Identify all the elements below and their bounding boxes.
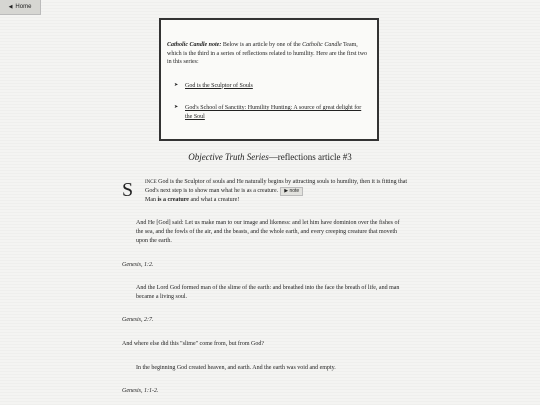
note-prefix: Catholic Candle note: xyxy=(167,42,222,48)
lead-text: God is the Sculptor of souls and He naturally begins by attracting souls to humility, then it is fitting that God's next step is to show man what he is as a creature. xyxy=(145,179,408,194)
scripture-quote-1: And He [God] said: Let us make man to our image and likeness: and let him have dominion over the fishes of the sea, and the fowls of the air, and the beasts, and the whole earth, and every creeping creature that moveth upon the earth. xyxy=(136,220,400,244)
arrow-bullet-icon: ➤ xyxy=(174,105,179,110)
triangle-left-icon: ◀ xyxy=(8,4,13,10)
question-paragraph: And where else did this "slime" come from, but from God? xyxy=(122,341,265,347)
series-link-2[interactable]: God's School of Sanctity: Humility Hunting: A source of great delight for the Soul xyxy=(185,105,362,120)
note-text: Below is an article by one of the xyxy=(221,42,303,48)
scripture-reference-3: Genesis, 1:1-2. xyxy=(122,388,159,394)
editor-note-box xyxy=(159,18,379,141)
drop-cap: S xyxy=(122,179,134,201)
scripture-reference-1: Genesis, 1:2. xyxy=(122,262,154,268)
list-item xyxy=(167,82,370,91)
scripture-quote-2: And the Lord God formed man of the slime of the earth: and breathed into the face the breath of life, and man became a living soul. xyxy=(136,285,400,300)
publication-name: Catholic Candle xyxy=(302,42,342,48)
note-text-2: Team, which is the third in a series of reflections related to humility. Here are the first two in this series: xyxy=(167,42,368,65)
series-link-list xyxy=(167,82,370,122)
home-button[interactable] xyxy=(0,0,41,15)
lead-smallcaps: INCE xyxy=(145,180,157,185)
lead-bold: is a creature xyxy=(157,197,189,203)
arrow-bullet-icon: ➤ xyxy=(174,82,179,88)
series-title-rest: —reflections article #3 xyxy=(268,152,352,162)
scripture-reference-2: Genesis, 2:7. xyxy=(122,317,154,323)
lead-text-2: Man xyxy=(145,197,158,203)
lead-text-3: and what a creature! xyxy=(188,197,240,203)
note-toggle-button[interactable]: ▶ note xyxy=(280,187,303,196)
series-link-1[interactable]: God is the Sculptor of Souls xyxy=(185,82,253,89)
series-title-italic: Objective Truth Series xyxy=(188,152,269,162)
home-label: Home xyxy=(15,4,32,10)
list-item xyxy=(167,104,370,121)
note-intro xyxy=(167,41,370,67)
series-title xyxy=(0,152,540,162)
scripture-quote-3: In the beginning God created heaven, and earth. And the earth was void and empty. xyxy=(136,365,336,371)
lead-paragraph xyxy=(145,178,417,205)
